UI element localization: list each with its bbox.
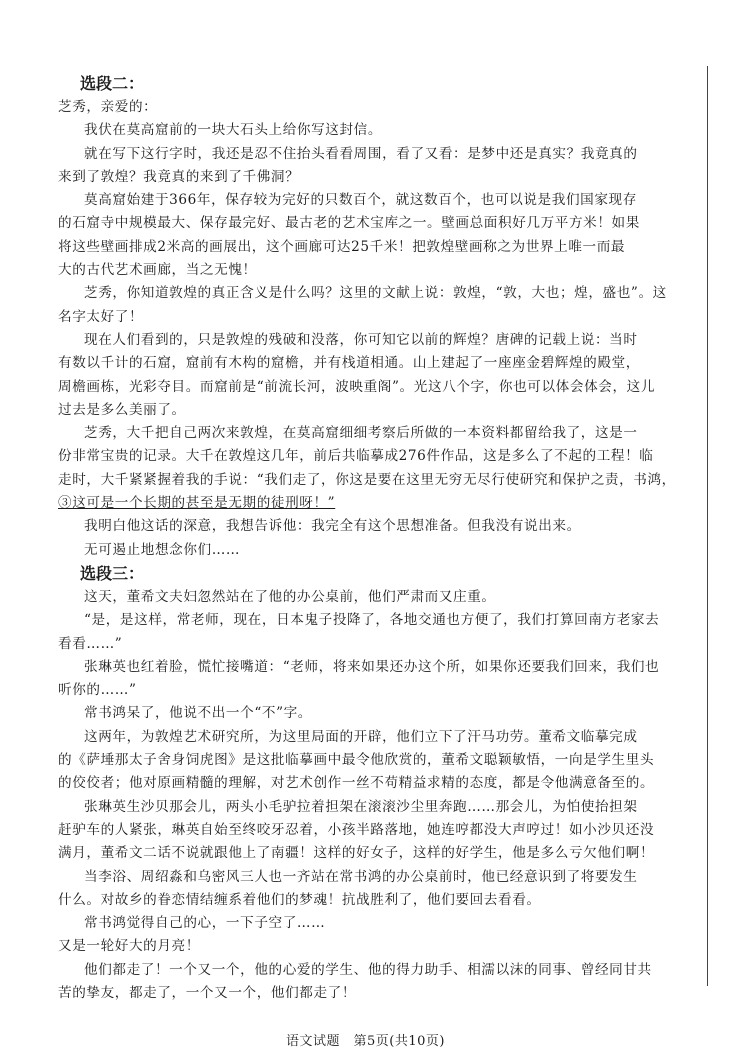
text-line: 满月，董希文二话不说就跟他上了南疆！这样的好女子，这样的好学生，他是多么亏欠他们啊！ [58, 845, 655, 862]
text-line: 无可遏止地想念你们…… [84, 541, 241, 558]
text-line: 的《萨埵那太子舍身饲虎图》是这批临摹画中最令他欣赏的，董希文聪颖敏悟，一向是学生里头 [58, 752, 655, 769]
text-line: 将这些壁画排成2米高的画展出，这个画廊可达25千米！把敦煌壁画称之为世界上唯一而最 [58, 238, 626, 255]
text-line: 有数以千计的石窟，窟前有木构的窟檐，并有栈道相通。山上建起了一座座金碧辉煌的殿堂， [58, 355, 640, 372]
text-line: 常书鸿呆了，他说不出一个“不”字。 [84, 705, 313, 722]
text-line: 听你的……” [58, 682, 137, 699]
text-line: “是，是这样，常老师，现在，日本鬼子投降了，各地交通也方便了，我们打算回南方老家去 [84, 612, 660, 629]
text-line: 名字太好了！ [58, 308, 144, 325]
text-line: 芝秀，亲爱的： [58, 99, 158, 115]
text-line: 什么。对故乡的眷恋情结缠系着他们的梦魂！抗战胜利了，他们要回去看看。 [58, 891, 541, 908]
text-line: 份非常宝贵的记录。大千在敦煌这几年，前后共临摹成276件作品，这是多么了不起的工程！临 [58, 448, 654, 465]
text-line: 芝秀，大千把自己两次来敦煌，在莫高窟细细考察后所做的一本资料都留给我了，这是一 [84, 425, 638, 442]
text-line: 大的古代艺术画廊，当之无愧！ [58, 262, 257, 279]
text-line: 张琳英也红着脸，慌忙接嘴道：“老师，将来如果还办这个所，如果你还要我们回来，我们也 [84, 658, 660, 675]
text-line: 赶驴车的人紧张，琳英自始至终咬牙忍着，小孩半路落地，她连哼都没大声哼过！如小沙贝还没 [58, 821, 655, 838]
text-line: 来到了敦煌？我竟真的来到了千佛洞？ [58, 168, 300, 185]
page-content [58, 72, 688, 1005]
text-line: 他们都走了！一个又一个，他的心爱的学生、他的得力助手、相濡以沫的同事、曾经同甘共 [84, 961, 652, 978]
text-line: 我伏在莫高窟前的一块大石头上给你写这封信。 [84, 122, 383, 139]
text-line: 走时，大千紧紧握着我的手说：“我们走了，你这是要在这里无穷无尽行使研究和保护之责，书鸿， [58, 471, 676, 488]
text-line: 的石窟寺中规模最大、保存最完好、最古老的艺术宝库之一。壁画总面积好几万平方米！如果 [58, 215, 640, 232]
section-2-body [58, 96, 688, 562]
text-line: 过去是多么美丽了。 [58, 401, 186, 418]
text-line: 又是一轮好大的月亮！ [58, 938, 200, 955]
text-line: 这天，董希文夫妇忽然站在了他的办公桌前，他们严肃而又庄重。 [84, 588, 496, 605]
text-line: 张琳英生沙贝那会儿，两头小毛驴拉着担架在滚滚沙尘里奔跑……那会儿，为怕使抬担架 [84, 798, 638, 815]
text-line: 的佼佼者；他对原画精髓的理解，对艺术创作一丝不苟精益求精的态度，都是令他满意备至的。 [58, 775, 655, 792]
margin-rule [707, 66, 708, 986]
text-line: 看看……” [58, 635, 123, 652]
text-line: 当李浴、周绍淼和乌密风三人也一齐站在常书鸿的办公桌前时，他已经意识到了将要发生 [84, 868, 638, 885]
text-line: 现在人们看到的，只是敦煌的残破和没落，你可知它以前的辉煌？唐碑的记载上说：当时 [84, 331, 638, 348]
section-3-heading: 选段三： [80, 563, 145, 583]
section-3-body [58, 586, 688, 1005]
text-line: 苦的挚友，都走了，一个又一个，他们都走了！ [58, 984, 357, 1001]
text-line: 常书鸿觉得自己的心，一下子空了…… [84, 915, 326, 932]
text-line: ③这可是一个长期的甚至是无期的徒刑呀！” [58, 495, 336, 512]
text-line: 这两年，为敦煌艺术研究所，为这里局面的开辟，他们立下了汗马功劳。董希文临摹完成 [84, 728, 638, 745]
text-line: 我明白他这话的深意，我想告诉他：我完全有这个思想准备。但我没有说出来。 [84, 518, 581, 535]
text-line: 就在写下这行字时，我还是忍不住抬头看看周围，看了又看：是梦中还是真实？我竟真的 [84, 145, 638, 162]
text-line: 芝秀，你知道敦煌的真正含义是什么吗？这里的文献上说：敦煌，“敦，大也；煌，盛也”。这 [84, 285, 667, 302]
text-line: 周檐画栋，光彩夺目。而窟前是“前流长河，波映重阁”。光这八个字，你也可以体会体会，这儿 [58, 378, 656, 395]
text-line: 莫高窟始建于366年，保存较为完好的只数百个，就这数百个，也可以说是我们国家现存 [84, 192, 637, 209]
page-footer: 语文试题 第5页(共10页) [286, 1034, 445, 1049]
section-2-heading: 选段二： [80, 74, 145, 93]
